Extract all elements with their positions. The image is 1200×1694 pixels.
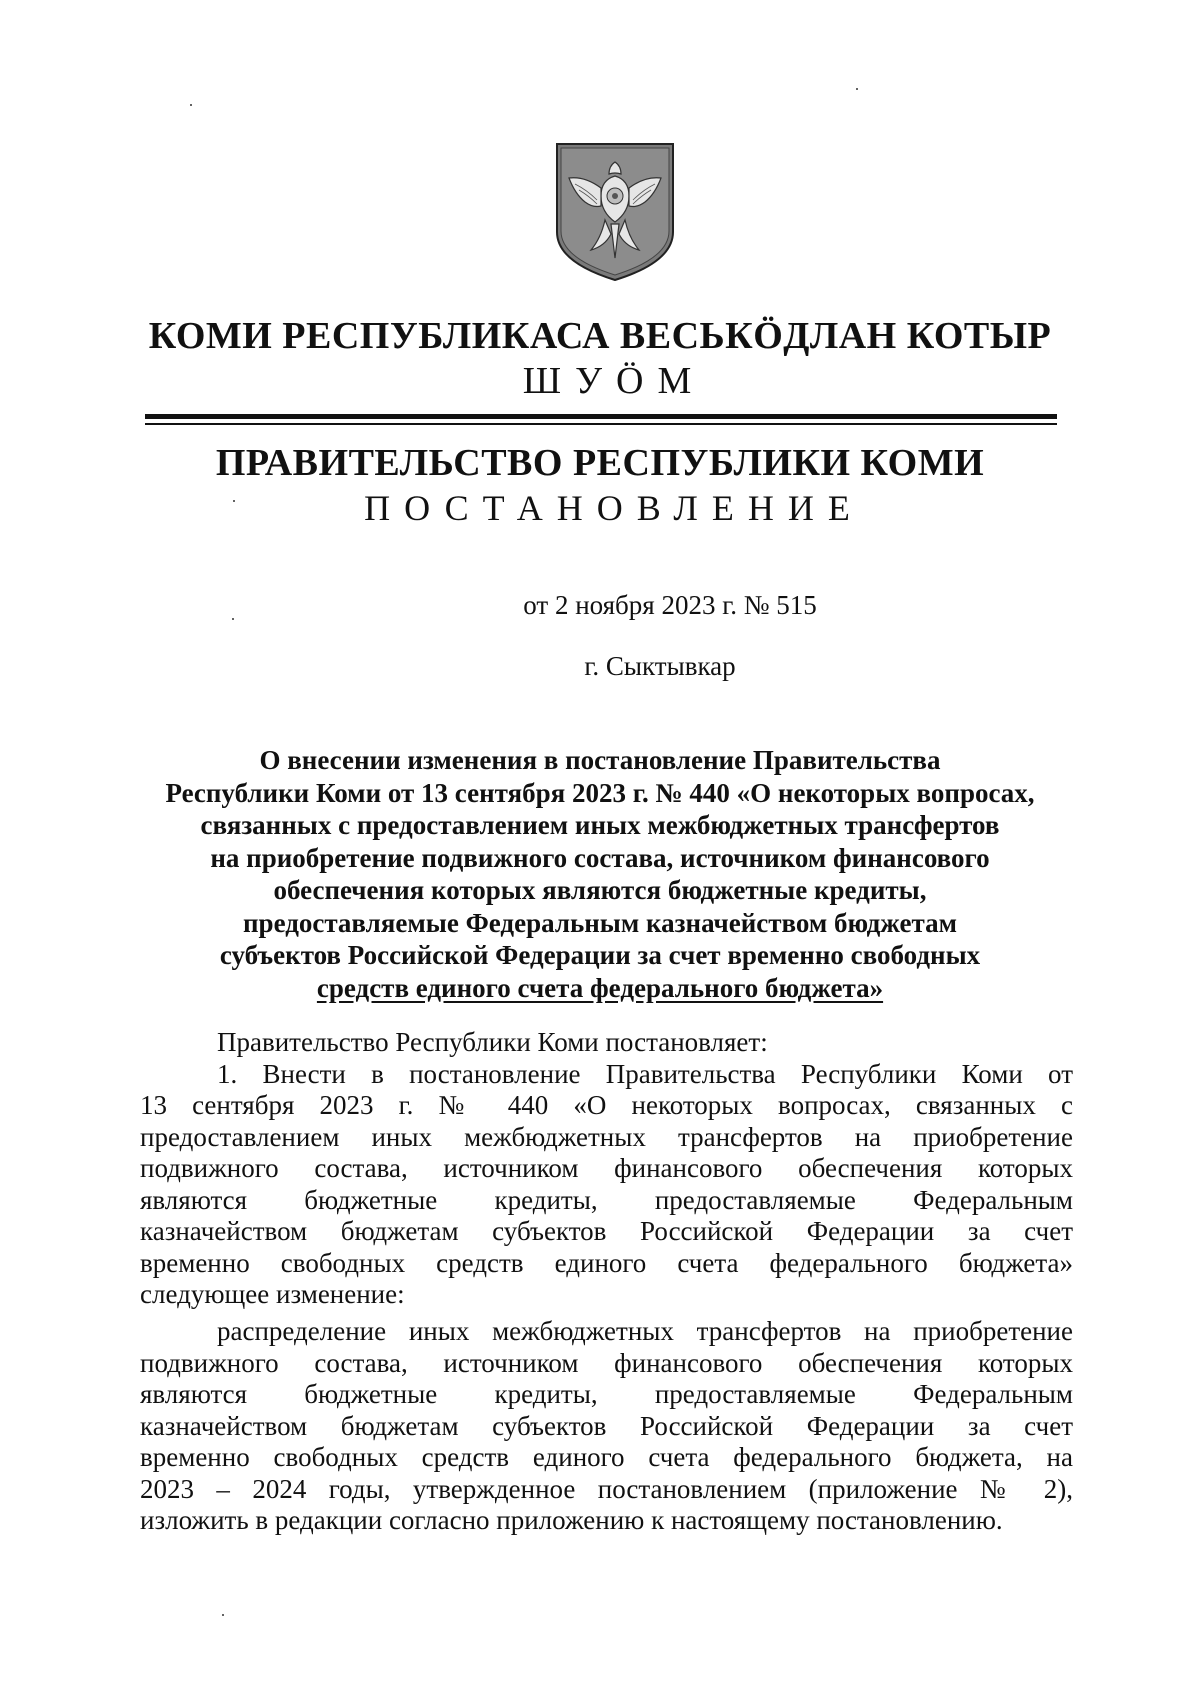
decree-heading: [0, 744, 1200, 1004]
scan-speck: [222, 1614, 224, 1616]
body-line: временно свободных средств единого счета федерального бюджета, на: [140, 1442, 1073, 1472]
header-divider-thin: [145, 423, 1057, 425]
body-line: казначейством бюджетам субъектов Российской Федерации за счет: [140, 1216, 1073, 1246]
body-line: Правительство Республики Коми постановляет:: [217, 1027, 768, 1057]
body-line: распределение иных межбюджетных трансфертов на приобретение: [217, 1316, 1073, 1346]
heading-line: субъектов Российской Федерации за счет временно свободных: [219, 940, 981, 970]
body-paragraph-2: [140, 1316, 1073, 1537]
heading-line: О внесении изменения в постановление Правительства: [259, 745, 941, 775]
body-line: следующее изменение:: [140, 1279, 405, 1309]
body-line: подвижного состава, источником финансового обеспечения которых: [140, 1153, 1073, 1183]
scan-speck: [856, 88, 858, 90]
decree-city: г. Сыктывкар: [584, 651, 736, 681]
body-line: казначейством бюджетам субъектов Российской Федерации за счет: [140, 1410, 1073, 1441]
decree-date-number: от 2 ноября 2023 г. № 515: [523, 590, 817, 620]
scan-speck: [233, 500, 235, 502]
coat-of-arms-emblem: [551, 140, 679, 283]
body-line: 2023 – 2024 годы, утвержденное постановлением (приложение № 2),: [140, 1473, 1073, 1504]
scan-speck: [232, 618, 234, 620]
body-line: предоставлением иных межбюджетных трансфертов на приобретение: [140, 1121, 1073, 1152]
body-line: 1. Внести в постановление Правительства Республики Коми от: [217, 1058, 1073, 1089]
komi-government-title: КОМИ РЕСПУБЛИКАСА ВЕСЬКӦДЛАН КОТЫР: [148, 315, 1052, 357]
heading-line: на приобретение подвижного состава, источником финансового: [210, 842, 990, 873]
heading-line: Республики Коми от 13 сентября 2023 г. № 440 «О некоторых вопросах,: [165, 777, 1035, 808]
komi-document-type: ШУӦМ: [522, 360, 706, 402]
government-title: ПРАВИТЕЛЬСТВО РЕСПУБЛИКИ КОМИ: [215, 442, 985, 484]
body-line: изложить в редакции согласно приложению к настоящему постановлению.: [140, 1505, 1003, 1535]
body-line: являются бюджетные кредиты, предоставляемые Федеральным: [140, 1379, 1073, 1409]
body-line: временно свободных средств единого счета федерального бюджета»: [140, 1247, 1073, 1278]
body-line: 13 сентября 2023 г. № 440 «О некоторых вопросах, связанных с: [140, 1090, 1073, 1120]
heading-line: средств единого счета федерального бюджета»: [316, 972, 884, 1003]
body-line: являются бюджетные кредиты, предоставляемые Федеральным: [140, 1184, 1073, 1215]
document-type: ПОСТАНОВЛЕНИЕ: [364, 488, 864, 528]
body-paragraph-1: [140, 1027, 1073, 1311]
heading-line: обеспечения которых являются бюджетные кредиты,: [273, 875, 927, 905]
header-divider-thick: [145, 414, 1057, 419]
body-line: подвижного состава, источником финансового обеспечения которых: [140, 1347, 1073, 1378]
heading-line: связанных с предоставлением иных межбюджетных трансфертов: [200, 810, 1000, 840]
scan-speck: [190, 104, 192, 106]
heading-line: предоставляемые Федеральным казначейством бюджетам: [243, 907, 957, 938]
